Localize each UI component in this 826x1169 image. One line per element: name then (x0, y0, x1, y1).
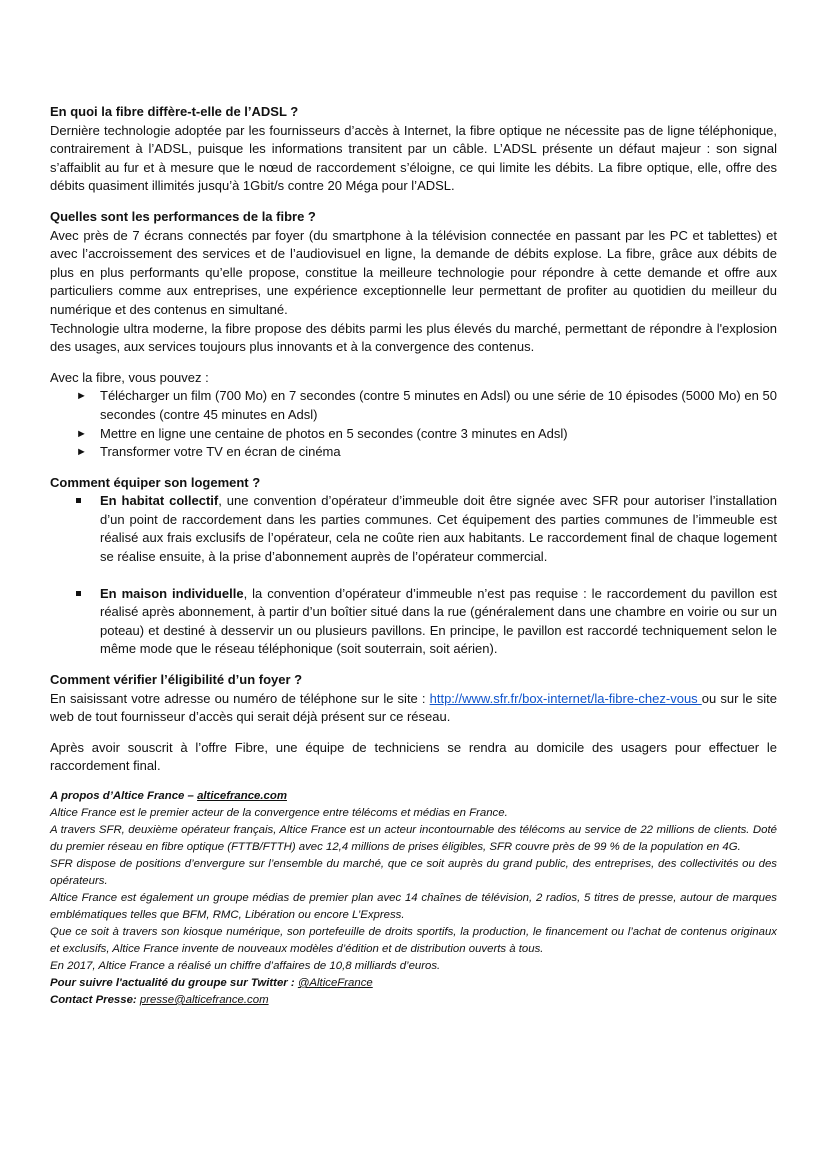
list-item-text: Télécharger un film (700 Mo) en 7 secondes (contre 5 minutes en Adsl) ou une série de 10 épisodes (5000 Mo) en 50 secondes (contre 45 minutes en Adsl) (100, 388, 777, 422)
housing-list (50, 492, 777, 659)
eligibility-link[interactable]: http://www.sfr.fr/box-internet/la-fibre-chez-vous (429, 690, 702, 706)
section-conclusion (50, 739, 777, 776)
section-body: Technologie ultra moderne, la fibre propose des débits parmi les plus élevés du marché, permettant de répondre à l'explosion des usages, aux services toujours plus innovants et à la convergence des contenus. (50, 320, 777, 355)
list-item (76, 443, 777, 462)
list-item-text: , une convention d’opérateur d’immeuble doit être signée avec SFR pour autoriser l’installation d’un point de raccordement dans les parties communes. Cet équipement des parties communes de l’immeuble est réalisé aux frais exclusifs de l’opérateur, cela ne coûte rien aux habitants. Le raccordement final de chaque logement se réalise ensuite, à la prise d’abonnement auprès de l’opérateur commercial. (100, 493, 777, 565)
triangle-bullet-icon: ► (76, 427, 87, 440)
benefits-list (50, 387, 777, 461)
contact-line (50, 992, 777, 1009)
list-item-bold: En habitat collectif (100, 493, 219, 509)
twitter-handle-link[interactable]: @AlticeFrance (297, 977, 373, 989)
about-paragraph: En 2017, Altice France a réalisé un chiffre d’affaires de 10,8 milliards d’euros. (50, 960, 441, 972)
section-equiper (50, 474, 777, 659)
section-eligibilite (50, 671, 777, 727)
triangle-bullet-icon: ► (76, 390, 87, 403)
list-item (76, 387, 777, 424)
about-title-prefix: A propos d’Altice France – (50, 790, 198, 802)
contact-label: Contact Presse: (50, 994, 140, 1006)
section-body (50, 690, 777, 727)
section-performances (50, 208, 777, 357)
section-fibre-vs-adsl (50, 103, 777, 196)
section-body: Dernière technologie adoptée par les fournisseurs d’accès à Internet, la fibre optique ne nécessite pas de ligne téléphonique, contrairement à l’ADSL, puisque les informations transitent par un câble. L’ADSL présente un défaut majeur : son signal s’affaiblit au fur et à mesure que le nœud de raccordement s’éloigne, ce qui limite les débits. La fibre optique, elle, offre des débits quasiment illimités jusqu’à 1Gbit/s contre 20 Méga pour l’ADSL. (50, 122, 777, 194)
section-title: Comment équiper son logement ? (50, 474, 261, 490)
list-item-bold: En maison individuelle (100, 585, 244, 601)
section-title: Comment vérifier l’éligibilité d’un foyer ? (50, 672, 303, 688)
about-title (50, 788, 777, 805)
section-body: Avec près de 7 écrans connectés par foyer (du smartphone à la télévision connectée en passant par les PC et tablettes) et avec l’accroissement des services et de l’audiovisuel en ligne, la demande de débits explose. La fibre, grâce aux débits de plus en plus performants qu’elle propose, constitue la meilleure technologie pour répondre à cette demande et offre aux particuliers comme aux entreprises, une expérience exceptionnelle leur permettant de profiter au quotidien du meilleur du numérique et des contenus en simultané. (50, 227, 777, 317)
triangle-bullet-icon: ► (76, 446, 87, 459)
square-bullet-icon (76, 498, 81, 503)
about-paragraph: SFR dispose de positions d’envergure sur l’ensemble du marché, que ce soit auprès du grand public, des entreprises, des collectivités ou des opérateurs. (50, 858, 777, 887)
section-title: Quelles sont les performances de la fibre ? (50, 208, 316, 224)
section-title: En quoi la fibre diffère-t-elle de l’ADSL ? (50, 104, 299, 119)
about-paragraph: A travers SFR, deuxième opérateur français, Altice France est un acteur incontournable des télécoms au service de 22 millions de clients. Doté du premier réseau en fibre optique (FTTB/FTTH) avec 12,4 millions de prises éligibles, SFR couvre près de 99 % de la population en 4G. (50, 824, 777, 853)
twitter-line (50, 975, 777, 992)
section-body: Après avoir souscrit à l’offre Fibre, une équipe de techniciens se rendra au domicile des usagers pour effectuer le raccordement final. (50, 739, 777, 774)
list-item-text: Mettre en ligne une centaine de photos en 5 secondes (contre 3 minutes en Adsl) (100, 425, 568, 441)
about-website-link[interactable]: alticefrance.com (197, 790, 287, 802)
about-paragraph: Que ce soit à travers son kiosque numérique, son portefeuille de droits sportifs, la production, le financement ou l’achat de contenus originaux et exclusifs, Altice France invente de nouveaux modèles d’édition et de distribution ouverts à tous. (50, 926, 777, 955)
body-text: En saisissant votre adresse ou numéro de téléphone sur le site : (50, 690, 430, 706)
about-paragraph: Altice France est également un groupe médias de premier plan avec 14 chaînes de télévision, 2 radios, 5 titres de presse, autour de marques emblématiques telles que BFM, RMC, Libération ou encore L’Express. (50, 892, 777, 921)
contact-email-link[interactable]: presse@alticefrance.com (139, 994, 269, 1006)
about-block (50, 788, 777, 1009)
body-text: ou sur le site web de tout fournisseur d’accès qui serait déjà présent sur ce réseau. (50, 690, 777, 725)
list-item-text: , la convention d’opérateur d’immeuble n’est pas requise : le raccordement du pavillon est réalisé après abonnement, à partir d’un boîtier situé dans la rue (généralement dans une chambre en voirie ou sur un poteau) et destiné à desservir un ou plusieurs pavillons. En principe, le pavillon est raccordé techniquement selon le même mode que le réseau téléphonique (soit souterrain, soit aérien). (100, 585, 777, 657)
list-item-text: Transformer votre TV en écran de cinéma (100, 444, 341, 460)
list-intro: Avec la fibre, vous pouvez : (50, 369, 209, 385)
about-paragraph: Altice France est le premier acteur de la convergence entre télécoms et médias en France. (50, 807, 508, 819)
square-bullet-icon (76, 591, 81, 596)
list-item (76, 492, 777, 566)
list-item (76, 585, 777, 659)
list-item (76, 425, 777, 444)
section-avec-fibre (50, 369, 777, 462)
twitter-label: Pour suivre l'actualité du groupe sur Twitter : (50, 977, 298, 989)
document-page (50, 103, 777, 1009)
